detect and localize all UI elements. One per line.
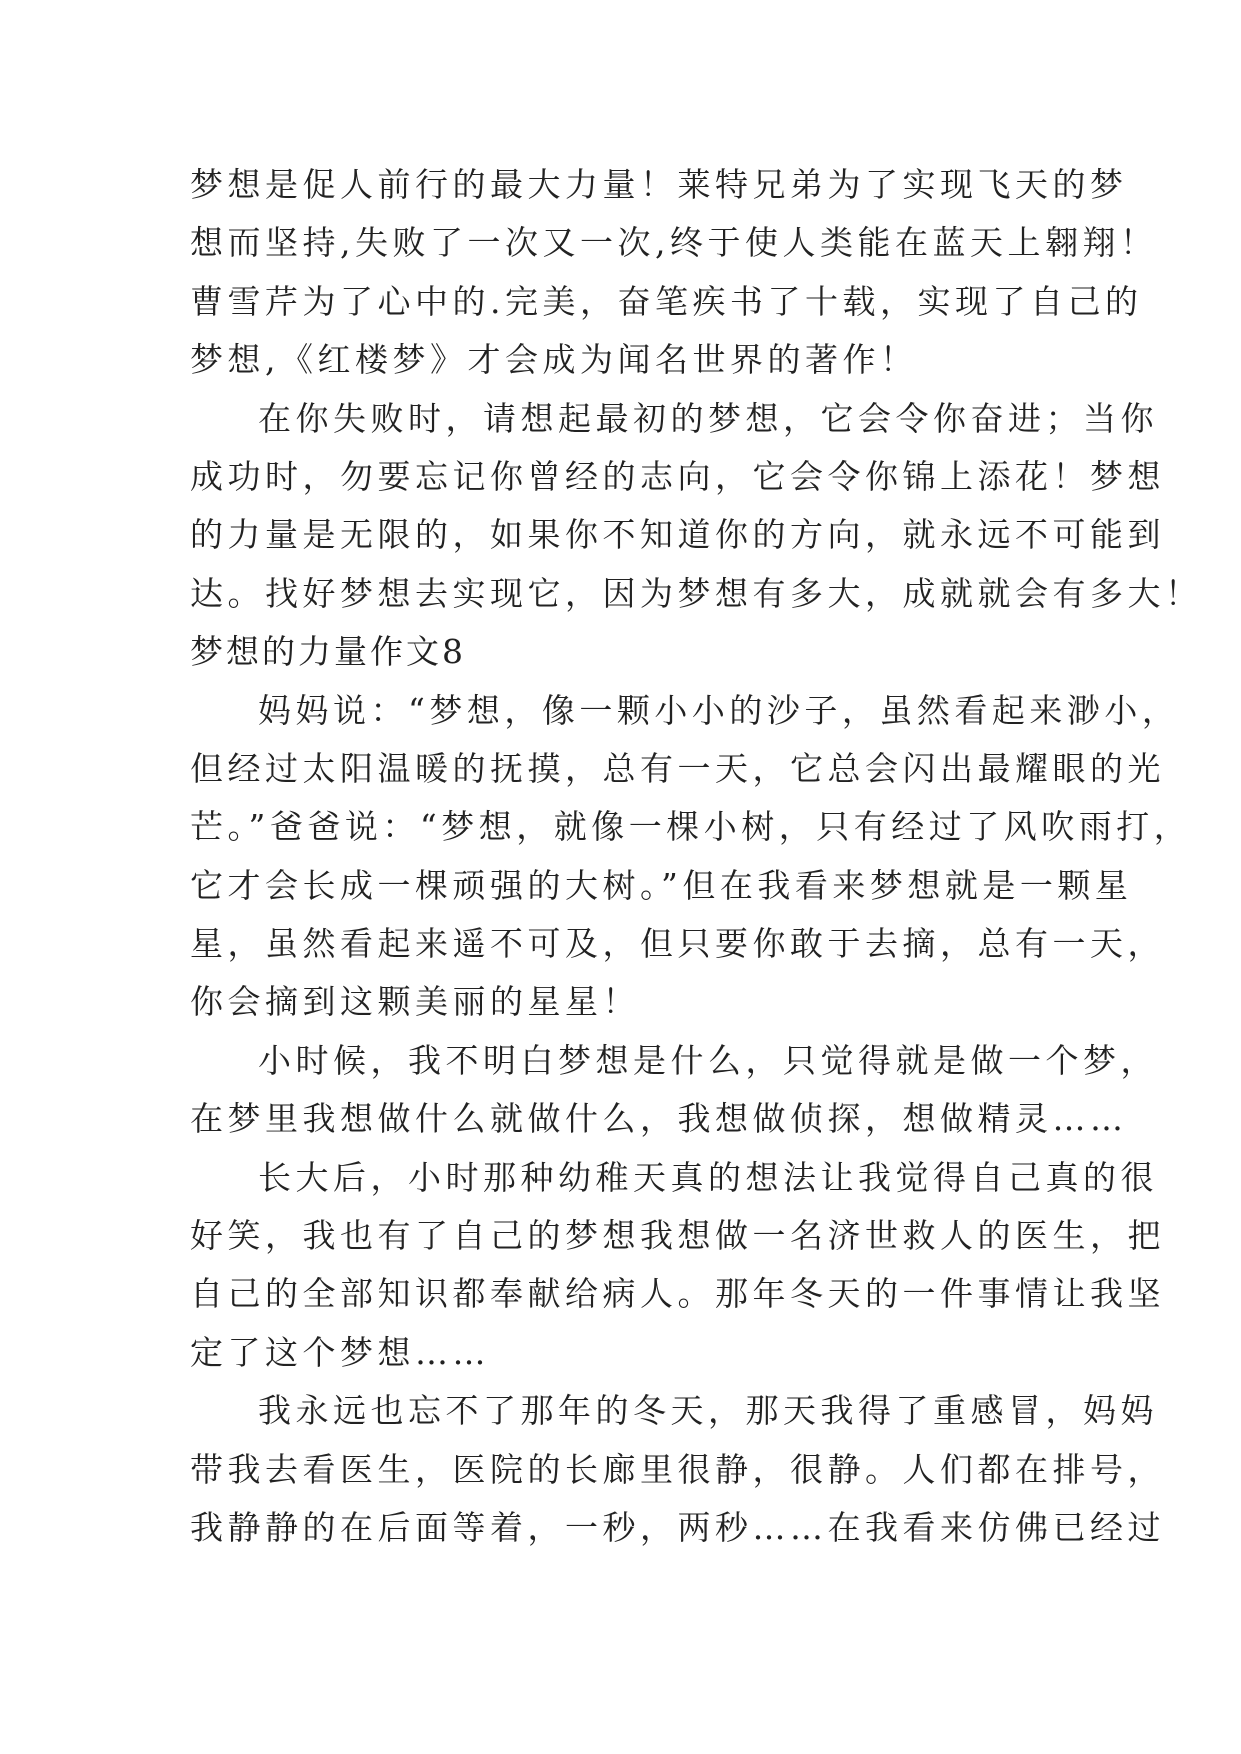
text-line: 它才会长成一棵顽强的大树。”但在我看来梦想就是一颗星 [190,865,1133,905]
paragraph-first-line: 小时候，我不明白梦想是什么，只觉得就是做一个梦， [258,1040,1158,1080]
text-line: 在梦里我想做什么就做什么，我想做侦探，想做精灵…… [190,1099,1128,1139]
text-line: 想而坚持,失败了一次又一次,终于使人类能在蓝天上翱翔！ [190,223,1158,263]
text-line: 好笑，我也有了自己的梦想我想做一名济世救人的医生，把 [190,1216,1165,1256]
text-line: 曹雪芹为了心中的.完美，奋笔疾书了十载，实现了自己的 [190,281,1143,321]
text-line: 梦想,《红楼梦》才会成为闻名世界的著作！ [190,340,918,380]
text-line: 定了这个梦想…… [190,1332,490,1372]
text-line: 但经过太阳温暖的抚摸，总有一天，它总会闪出最耀眼的光 [190,748,1165,788]
essay-body [190,156,1203,1557]
paragraph-first-line: 长大后，小时那种幼稚天真的想法让我觉得自己真的很 [258,1157,1158,1197]
paragraph-first-line: 妈妈说：“梦想，像一颗小小的沙子，虽然看起来渺小， [258,690,1180,730]
text-line: 梦想是促人前行的最大力量！莱特兄弟为了实现飞天的梦 [190,165,1128,204]
text-line: 达。找好梦想去实现它，因为梦想有多大，成就就会有多大！ [190,573,1203,613]
section-heading: 梦想的力量作文8 [190,632,466,672]
text-line: 我静静的在后面等着，一秒，两秒……在我看来仿佛已经过 [190,1507,1165,1547]
text-line: 你会摘到这颗美丽的星星！ [190,982,640,1022]
text-line: 带我去看医生，医院的长廊里很静，很静。人们都在排号， [190,1449,1165,1489]
text-line: 芒。”爸爸说：“梦想，就像一棵小树，只有经过了风吹雨打， [190,807,1192,847]
text-line: 的力量是无限的，如果你不知道你的方向，就永远不可能到 [190,515,1165,555]
paragraph-first-line: 我永远也忘不了那年的冬天，那天我得了重感冒，妈妈 [258,1391,1158,1431]
paragraph-first-line: 在你失败时，请想起最初的梦想，它会令你奋进；当你 [258,398,1158,438]
text-line: 自己的全部知识都奉献给病人。那年冬天的一件事情让我坚 [190,1274,1165,1314]
text-line: 星，虽然看起来遥不可及，但只要你敢于去摘，总有一天， [190,924,1165,964]
text-line: 成功时，勿要忘记你曾经的志向，它会令你锦上添花！梦想 [190,456,1165,496]
